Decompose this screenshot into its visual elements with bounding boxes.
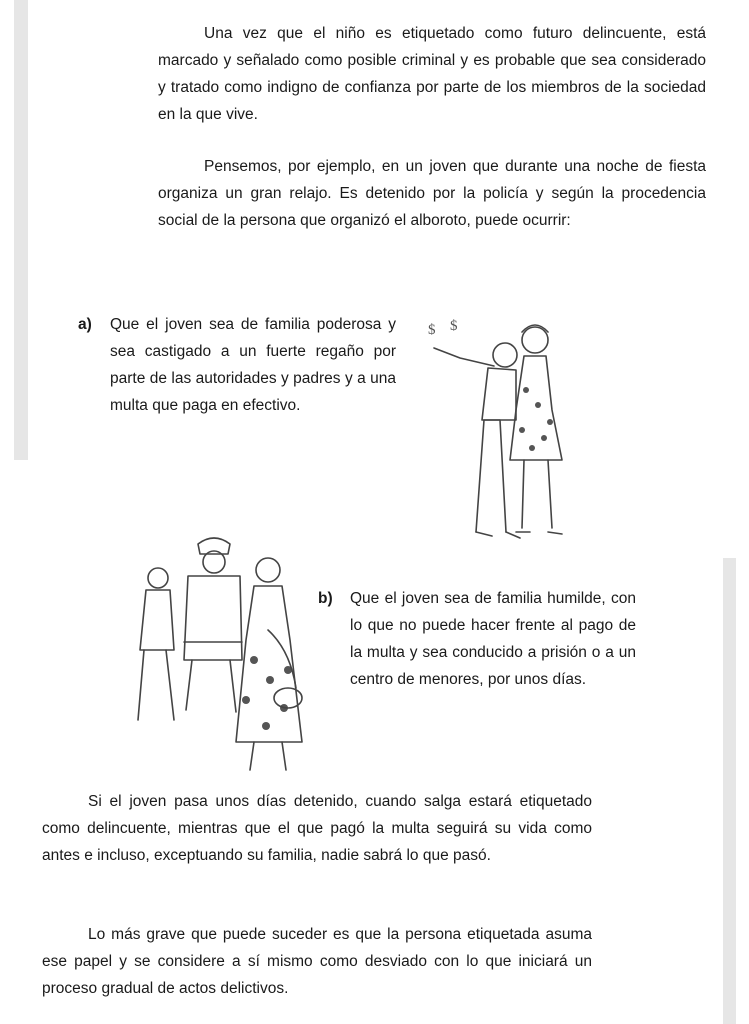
illustration-humble-family — [118, 530, 318, 780]
paragraph-consequence: Si el joven pasa unos días detenido, cuando salga estará etiquetado como delincuente, mientras que el que pagó la multa seguirá su vida como antes e incluso, exceptuando su familia, nadie sabrá lo que pasó. — [42, 793, 592, 864]
list-item-a — [78, 311, 396, 419]
list-item-b-text: Que el joven sea de familia humilde, con lo que no puede hacer frente al pago de la multa y sea conducido a prisión o a un centro de menores, por unos días. — [350, 590, 636, 688]
left-margin-bar — [14, 0, 28, 460]
list-marker-b: b) — [318, 590, 333, 607]
list-marker-a: a) — [78, 316, 92, 333]
money-symbol-icon: $ — [450, 318, 458, 334]
humble-family-drawing — [118, 530, 318, 780]
money-symbol-icon: $ — [428, 322, 436, 338]
right-margin-bar — [723, 558, 736, 1024]
paragraph-labeling: Una vez que el niño es etiquetado como futuro delincuente, está marcado y señalado como posible criminal y es probable que sea considerado y tratado como indigno de confianza por parte de los miembros de la sociedad en la que vive. — [158, 25, 706, 123]
paragraph-conclusion: Lo más grave que puede suceder es que la persona etiquetada asuma ese papel y se considere a sí mismo como desviado con lo que iniciará un proceso gradual de actos delictivos. — [42, 926, 592, 997]
illustration-wealthy-couple — [420, 310, 580, 550]
list-item-a-text: Que el joven sea de familia poderosa y sea castigado a un fuerte regaño por parte de las autoridades y padres y a una multa que paga en efectivo. — [110, 316, 396, 414]
wealthy-couple-drawing — [420, 310, 580, 550]
list-item-b — [318, 585, 636, 693]
paragraph-example: Pensemos, por ejemplo, en un joven que durante una noche de fiesta organiza un gran relajo. Es detenido por la policía y según la procedencia social de la persona que organizó el alboroto, puede ocurrir: — [158, 158, 706, 229]
